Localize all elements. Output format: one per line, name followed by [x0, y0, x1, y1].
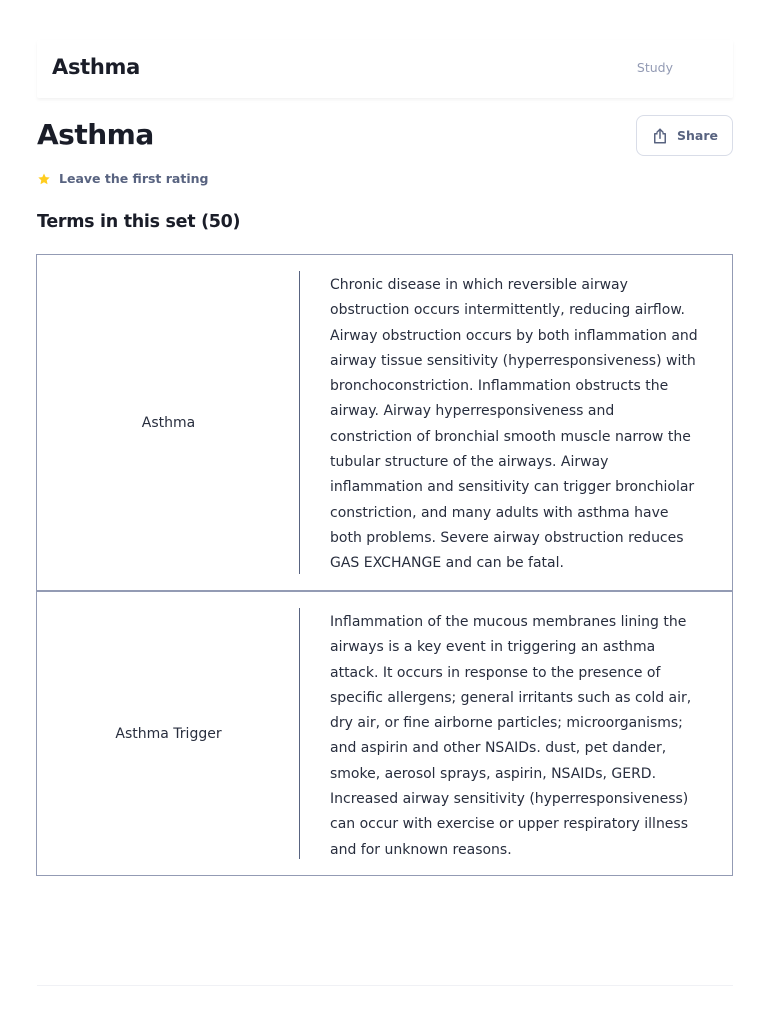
term-divider: [299, 608, 300, 859]
term-row: [37, 255, 732, 592]
header-title: Asthma: [52, 55, 140, 79]
share-button[interactable]: [636, 115, 733, 156]
star-icon: [37, 172, 51, 186]
footer-divider: [37, 985, 733, 986]
term-row: [37, 592, 732, 876]
terms-table: [36, 254, 733, 876]
share-label: Share: [677, 128, 718, 143]
terms-heading: Terms in this set (50): [37, 212, 241, 232]
term-word: Asthma: [141, 414, 196, 431]
term-word: Asthma Trigger: [115, 725, 222, 742]
term-divider: [299, 271, 300, 574]
rating-text: Leave the first rating: [59, 171, 209, 186]
study-link[interactable]: Study: [636, 60, 673, 75]
share-icon: [651, 127, 669, 145]
term-definition: Inflammation of the mucous membranes lining the airways is a key event in triggering an asthma attack. It occurs in response to the presence of specific allergens; general irritants such as cold air, dry air, or fine airborne particles; microorganisms; and aspirin and other NSAIDs. dust, pet dander, smoke, aerosol sprays, aspirin, NSAIDs, GERD. Increased airway sensitivity (hyperresponsiveness) can occur with exercise or upper respiratory illness and for unknown reasons.: [330, 614, 692, 858]
term-definition: Chronic disease in which reversible airway obstruction occurs intermittently, reducing airflow. Airway obstruction occurs by both inflammation and airway tissue sensitivity (hyperresponsiveness) with bronchoconstriction. Inflammation obstructs the airway. Airway hyperresponsiveness and constriction of bronchial smooth muscle narrow the tubular structure of the airways. Airway inflammation and sensitivity can trigger bronchiolar constriction, and many adults with asthma have both problems. Severe airway obstruction reduces GAS EXCHANGE and can be fatal.: [330, 277, 698, 572]
top-header-bar: [37, 40, 733, 98]
rating-prompt[interactable]: [37, 171, 208, 186]
page-title: Asthma: [37, 118, 154, 151]
